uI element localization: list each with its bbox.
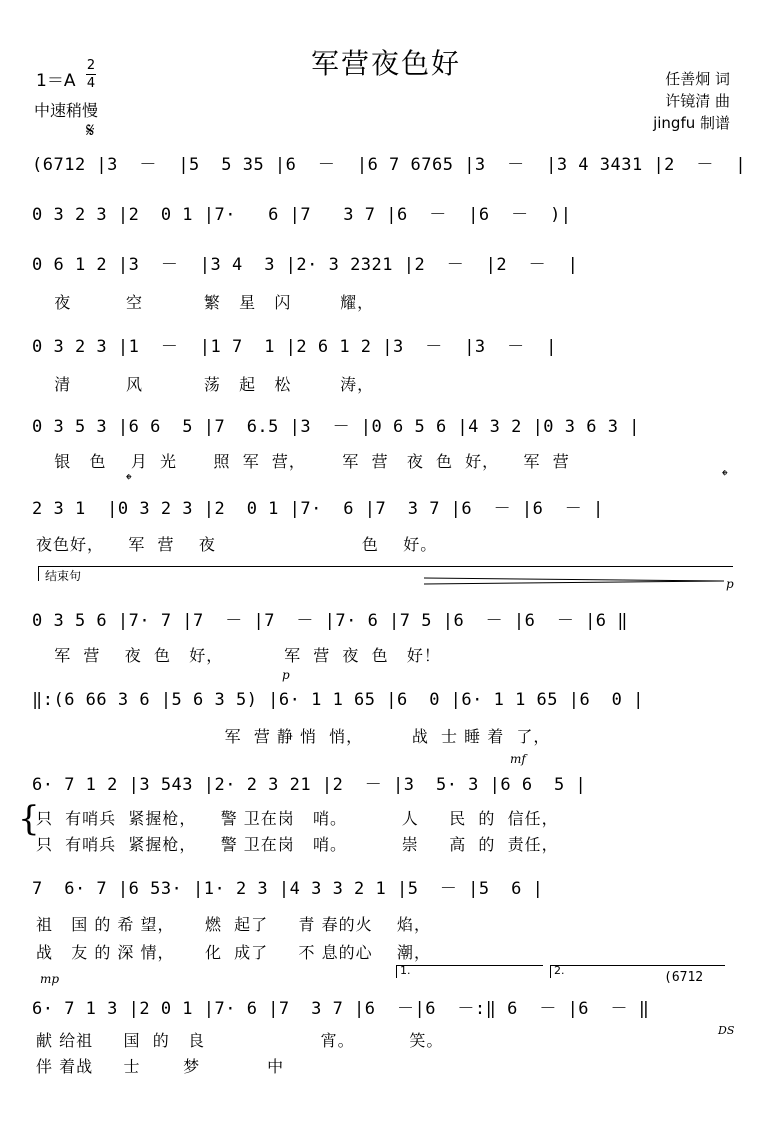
coda-icon: 𝄌 [126, 470, 132, 489]
score-row-9: 6· 7 1 2 |3 543 |2· 2 3 21 |2 － |3 5· 3 |6 6 5 | [32, 775, 587, 795]
score-row-4: 0 3 2 3 |1 － |1 7 1 |2 6 1 2 |3 － |3 － | [32, 337, 557, 357]
score-row-10: 7 6· 7 |6 53· |1· 2 3 |4 3 3 2 1 |5 － |5 6 | [32, 879, 544, 899]
lyric-row-7: 军 营 夜 色 好， 军 营 夜 色 好！ [36, 646, 441, 665]
lyric-row-6: 夜色好， 军 营 夜 色 好。 [36, 535, 438, 554]
composer-credit: 许镜清 曲 [665, 92, 730, 110]
lyric-row-9b: 只 有哨兵 紧握枪， 警 卫在岗 哨。 崇 高 的 责任， [36, 835, 559, 854]
lyricist-credit: 任善炯 词 [665, 70, 730, 88]
engraver-credit: jingfu 制谱 [653, 114, 730, 132]
dal-segno-mark: DS [718, 1024, 735, 1037]
lyric-row-10a: 祖 国 的 希 望， 燃 起了 青 春的火 焰， [36, 915, 431, 934]
lyric-row-10b: 战 友 的 深 情， 化 成了 不 息的心 潮， [36, 943, 431, 962]
lyric-row-9a: 只 有哨兵 紧握枪， 警 卫在岗 哨。 人 民 的 信任， [36, 809, 559, 828]
lyric-row-4: 清 风 荡 起 松 涛， [36, 375, 375, 394]
score-row-3: 0 6 1 2 |3 － |3 4 3 |2· 3 2321 |2 － |2 － | [32, 255, 579, 275]
page-title: 军营夜色好 [310, 47, 461, 80]
volta-1-label: 1. [400, 964, 411, 977]
score-row-5: 0 3 5 3 |6 6 5 |7 6.5 |3 － |0 6 5 6 |4 3 2 |0 3 6 3 | [32, 417, 640, 437]
dynamic-mf: mf [510, 752, 526, 766]
verse-brace: { [18, 799, 40, 839]
ending-label: 结束句 [45, 569, 82, 583]
time-top: 2 [86, 58, 96, 73]
dynamic-p-end: p [726, 577, 734, 591]
key-signature: 1＝A [36, 71, 76, 91]
intro-return-notes: (6712 [664, 970, 704, 985]
time-signature [86, 58, 96, 91]
tempo-marking: 中速稍慢 [34, 101, 99, 120]
coda-icon-end: 𝄌 [722, 466, 728, 485]
score-row-7: 0 3 5 6 |7· 7 |7 － |7 － |7· 6 |7 5 |6 － |6 － |6 ‖ [32, 611, 629, 631]
lyric-row-3: 夜 空 繁 星 闪 耀， [36, 293, 375, 312]
dynamic-p: p [282, 668, 290, 682]
time-bottom: 4 [86, 76, 96, 91]
lyric-row-8: 军 营 静 悄 悄， 战 士 睡 着 了， [36, 727, 551, 746]
lyric-row-11b: 伴 着战 士 梦 中 [36, 1057, 285, 1076]
segno-icon: 𝄋 [86, 118, 95, 142]
lyric-row-11a: 献 给祖 国 的 良 宵。 笑。 [36, 1031, 444, 1050]
score-row-8: ‖:(6 66 3 6 |5 6 3 5) |6· 1 1 65 |6 0 |6· 1 1 65 |6 0 | [32, 690, 644, 710]
volta-1 [396, 965, 543, 978]
score-row-1: (6712 |3 － |5 5 35 |6 － |6 7 6765 |3 － |3 4 3431 |2 － | [32, 155, 747, 175]
score-row-11: 6· 7 1 3 |2 0 1 |7· 6 |7 3 7 |6 －|6 －:‖ 6 － |6 － ‖ [32, 999, 650, 1019]
lyric-row-5: 银 色 月 光 照 军 营， 军 营 夜 色 好， 军 营 [36, 452, 570, 471]
score-row-2: 0 3 2 3 |2 0 1 |7· 6 |7 3 7 |6 － |6 － )| [32, 205, 572, 225]
volta-2-label: 2. [554, 964, 565, 977]
score-row-6: 2 3 1 |0 3 2 3 |2 0 1 |7· 6 |7 3 7 |6 － |6 － | [32, 499, 604, 519]
decrescendo-hairpin [424, 576, 728, 586]
dynamic-mp: mp [40, 972, 60, 986]
